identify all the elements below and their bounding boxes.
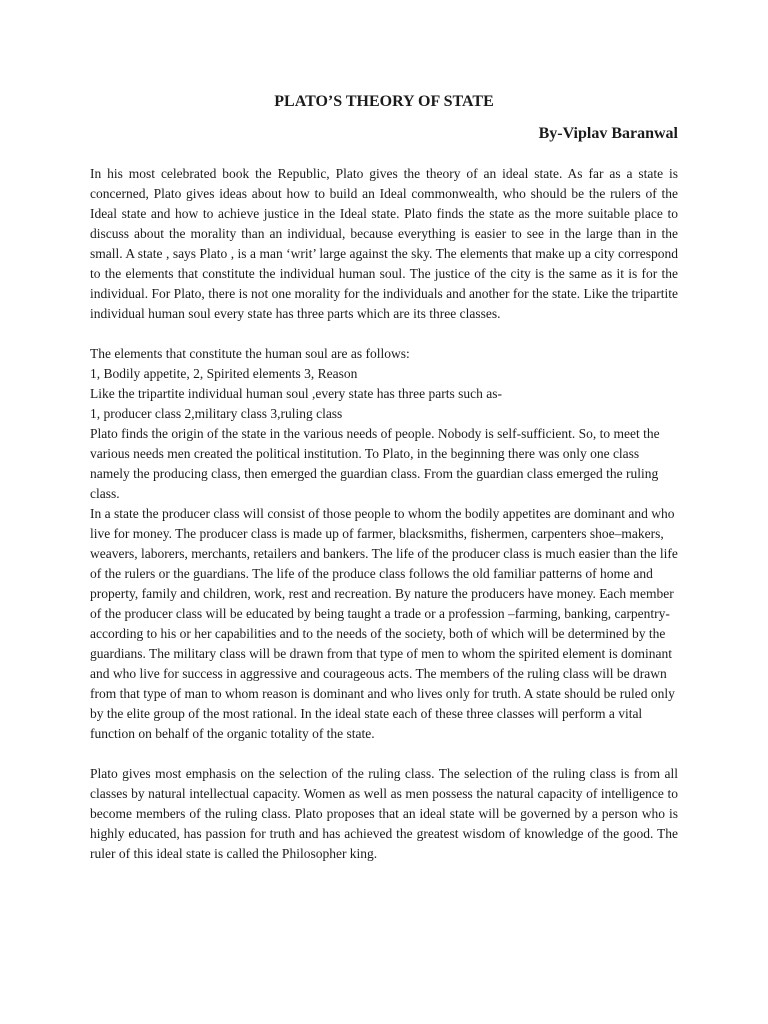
producer-class-paragraph: In a state the producer class will consist of those people to whom the bodily appetites are dominant and who live for money. The producer class is made up of farmer, blacksmiths, fishermen, carpenters shoe–makers, weavers, laborers, merchants, retailers and bankers. The life of the producer class is much easier than the life of the rulers or the guardians. The life of the produce class follows the old familiar patterns of home and property, family and children, work, rest and recreation. By nature the producers have money. Each member of the producer class will be educated by being taught a trade or a profession –farming, banking, carpentry-according to his or her capabilities and to the needs of the society, both of which will be determined by the guardians. The military class will be drawn from that type of men to whom the spirited element is dominant and who live for success in aggressive and courageous acts. The members of the ruling class will be drawn from that type of man to whom reason is dominant and who lives only for truth. A state should be ruled only by the elite group of the most rational. In the ideal state each of these three classes will perform a vital function on behalf of the organic totality of the state. — [90, 506, 678, 741]
origin-paragraph: Plato finds the origin of the state in the various needs of people. Nobody is self-sufficient. So, to meet the various needs men created the political institution. To Plato, in the beginning there was only one class namely the producing class, then emerged the guardian class. From the guardian class emerged the ruling class. — [90, 426, 660, 501]
document-title: PLATO’S THEORY OF STATE — [274, 93, 494, 110]
soul-elements-list: 1, Bodily appetite, 2, Spirited elements 3, Reason — [90, 366, 358, 381]
state-parts-list: 1, producer class 2,military class 3,ruling class — [90, 406, 343, 421]
intro-paragraph: In his most celebrated book the Republic, Plato gives the theory of an ideal state. As far as a state is concerned, Plato gives ideas about how to build an Ideal commonwealth, who should be the rulers of the Ideal state and how to achieve justice in the Ideal state. Plato finds the state as the more suitable place to discuss about the morality than an individual, because everything is easier to see in the large than in the small. A state , says Plato , is a man ‘writ’ large against the sky. The elements that make up a city correspond to the elements that constitute the individual human soul. The justice of the city is the same as it is for the individual. For Plato, there is not one morality for the individuals and another for the state. Like the tripartite individual human soul every state has three parts which are its three classes. — [90, 166, 678, 321]
document-page — [90, 92, 678, 864]
author-byline: By-Viplav Baranwal — [538, 125, 678, 142]
state-parts-intro: Like the tripartite individual human soul ,every state has three parts such as- — [90, 386, 503, 401]
soul-elements-intro: The elements that constitute the human soul are as follows: — [90, 346, 410, 361]
ruling-class-paragraph: Plato gives most emphasis on the selection of the ruling class. The selection of the ruling class is from all classes by natural intellectual capacity. Women as well as men possess the natural capacity of intelligence to become members of the ruling class. Plato proposes that an ideal state will be governed by a person who is highly educated, has passion for truth and has achieved the greatest wisdom of knowledge of the good. The ruler of this ideal state is called the Philosopher king. — [90, 766, 678, 861]
